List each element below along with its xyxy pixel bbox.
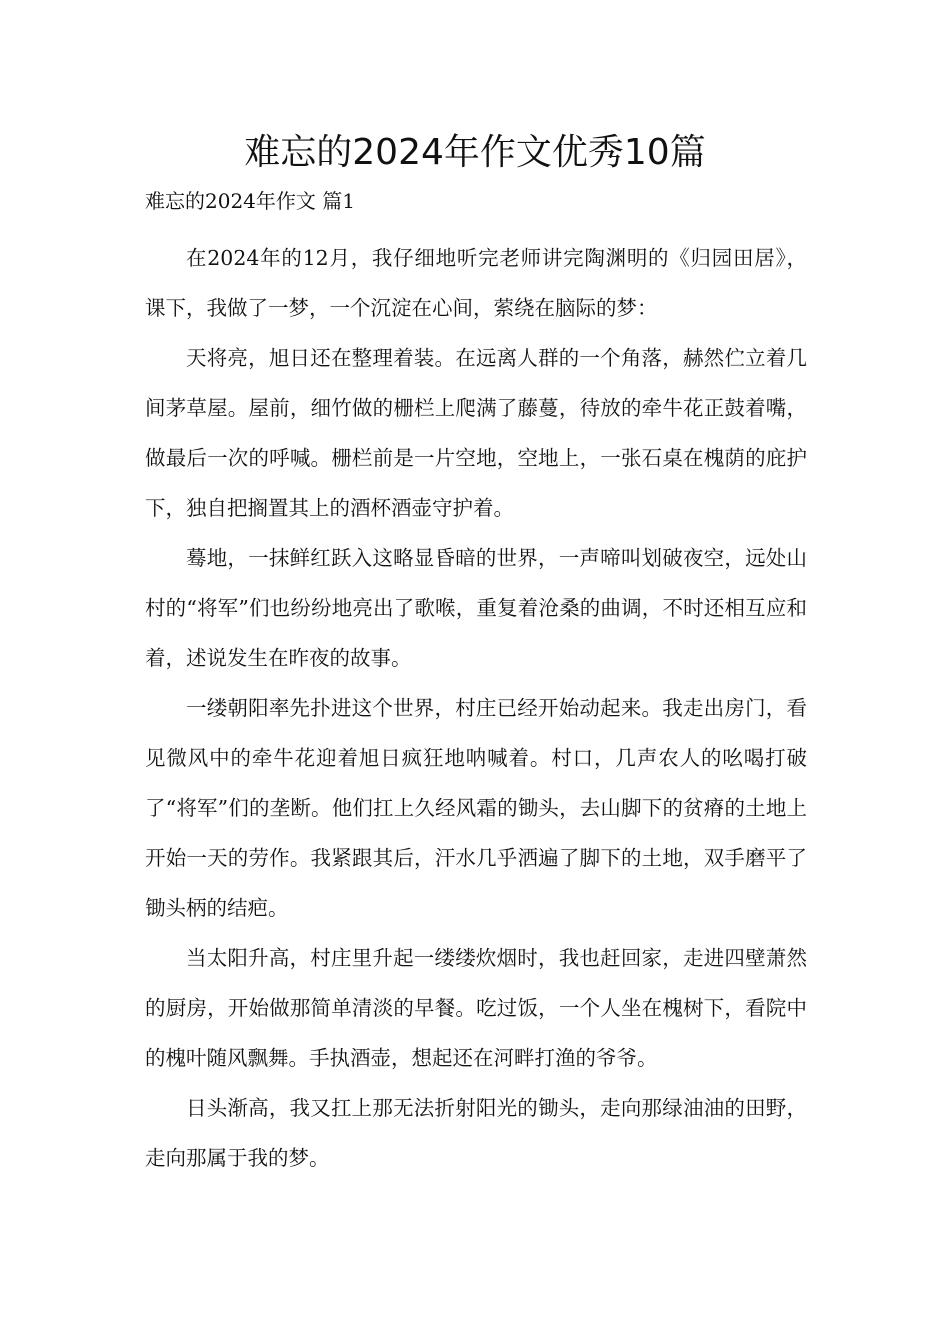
essay-heading: 难忘的2024年作文 篇1 [145, 189, 355, 213]
paragraph: 日头渐高，我又扛上那无法折射阳光的锄头，走向那绿油油的田野，走向那属于我的梦。 [145, 1096, 807, 1170]
paragraph: 一缕朝阳率先扑进这个世界，村庄已经开始动起来。我走出房门，看见微风中的牵牛花迎着旭日疯狂地呐喊着。村口，几声农人的吆喝打破了“将军”们的垄断。他们扛上久经风霜的锄头，去山脚下的贫瘠的土地上开始一天的劳作。我紧跟其后，汗水几乎洒遍了脚下的土地，双手磨平了锄头柄的结疤。 [145, 696, 807, 920]
paragraph: 蓦地，一抹鲜红跃入这略显昏暗的世界，一声啼叫划破夜空，远处山村的“将军”们也纷纷地亮出了歌喉，重复着沧桑的曲调，不时还相互应和着，述说发生在昨夜的故事。 [145, 546, 807, 670]
paragraph: 天将亮，旭日还在整理着装。在远离人群的一个角落，赫然伫立着几间茅草屋。屋前，细竹做的栅栏上爬满了藤蔓，待放的牵牛花正鼓着嘴，做最后一次的呼喊。栅栏前是一片空地，空地上，一张石桌在槐荫的庇护下，独自把搁置其上的酒杯酒壶守护着。 [145, 346, 807, 520]
document-title: 难忘的2024年作文优秀10篇 [244, 132, 706, 173]
paragraph: 当太阳升高，村庄里升起一缕缕炊烟时，我也赶回家，走进四壁萧然的厨房，开始做那简单清淡的早餐。吃过饭，一个人坐在槐树下，看院中的槐叶随风飘舞。手执酒壶，想起还在河畔打渔的爷爷。 [145, 946, 807, 1070]
essay-body [145, 233, 807, 1183]
paragraph: 在2024年的12月，我仔细地听完老师讲完陶渊明的《归园田居》，课下，我做了一梦，一个沉淀在心间，萦绕在脑际的梦： [145, 246, 807, 320]
